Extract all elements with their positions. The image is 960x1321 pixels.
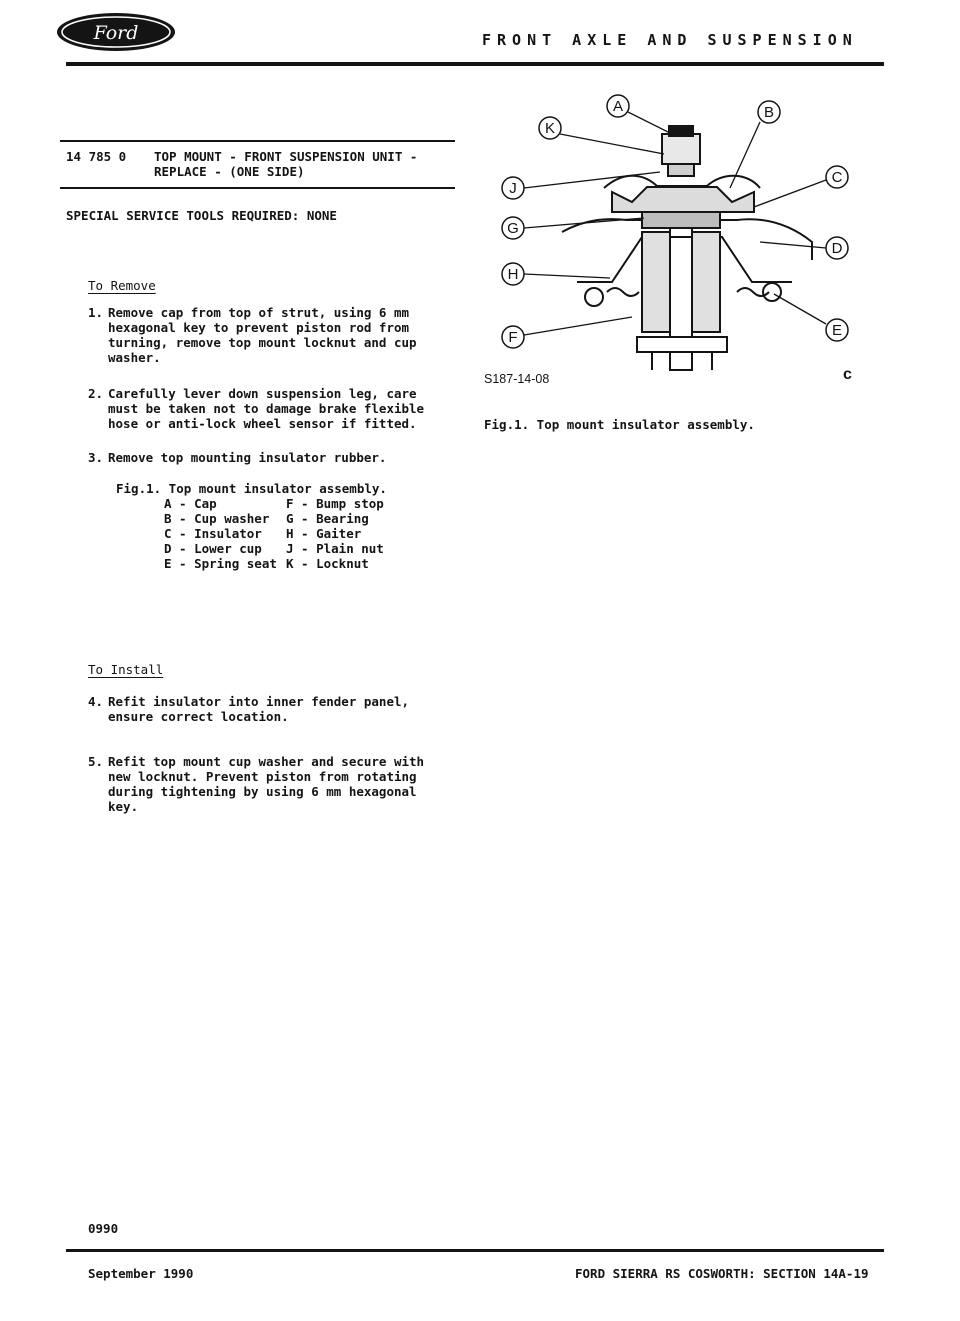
label-a: A: [612, 98, 624, 115]
legend-item: B - Cup washer: [164, 511, 270, 526]
footer-manual: FORD SIERRA RS COSWORTH: SECTION 14A-19: [575, 1266, 869, 1281]
step-number: 2.: [88, 386, 104, 401]
label-g: G: [507, 220, 519, 237]
label-j: J: [509, 180, 517, 197]
label-e: E: [831, 322, 843, 339]
label-h: H: [507, 266, 519, 283]
figure-mark: c: [843, 366, 852, 383]
remove-step-2: [88, 386, 453, 431]
legend-title: Fig.1. Top mount insulator assembly.: [116, 481, 387, 496]
legend-item: C - Insulator: [164, 526, 262, 541]
logo-text: Ford: [93, 22, 139, 44]
step-text: Remove cap from top of strut, using 6 mm hexagonal key to prevent piston rod from turning, remove top mount locknut and cup washer.: [108, 305, 417, 365]
remove-step-1: [88, 305, 453, 365]
section-rule-top: [60, 140, 455, 142]
step-number: 5.: [88, 754, 104, 769]
legend-item: G - Bearing: [286, 511, 369, 526]
step-text: Carefully lever down suspension leg, care must be taken not to damage brake flexible hose or anti-lock wheel sensor if fitted.: [108, 386, 425, 431]
legend-item: J - Plain nut: [286, 541, 384, 556]
legend-item: K - Locknut: [286, 556, 369, 571]
special-tools: SPECIAL SERVICE TOOLS REQUIRED: NONE: [66, 208, 337, 223]
label-c: C: [831, 169, 843, 186]
ford-logo: [55, 11, 177, 53]
legend-item: D - Lower cup: [164, 541, 262, 556]
page-code: 0990: [88, 1221, 119, 1236]
step-text: Refit top mount cup washer and secure with new locknut. Prevent piston from rotating during tightening by using 6 mm hexagonal key.: [108, 754, 425, 814]
legend-item: F - Bump stop: [286, 496, 384, 511]
remove-heading: To Remove: [88, 278, 156, 293]
top-mount-diagram: [492, 92, 862, 392]
label-f: F: [508, 329, 518, 346]
section-title-line1: TOP MOUNT - FRONT SUSPENSION UNIT -: [154, 149, 418, 164]
legend-item: A - Cap: [164, 496, 217, 511]
figure-reference: S187-14-08: [484, 372, 550, 386]
install-step-5: [88, 754, 453, 814]
section-title-line2: REPLACE - (ONE SIDE): [154, 164, 305, 179]
remove-step-3: [88, 450, 453, 465]
section-rule-bottom: [60, 187, 455, 189]
label-d: D: [831, 240, 843, 257]
page-header-title: FRONT AXLE AND SUSPENSION: [482, 31, 858, 49]
label-b: B: [763, 104, 775, 121]
step-text: Refit insulator into inner fender panel, ensure correct location.: [108, 694, 410, 724]
legend-item: E - Spring seat: [164, 556, 277, 571]
legend-item: H - Gaiter: [286, 526, 362, 541]
figure-legend: [116, 481, 436, 571]
install-step-4: [88, 694, 453, 724]
section-code: 14 785 0: [66, 149, 127, 164]
footer-rule: [66, 1249, 884, 1252]
step-text: Remove top mounting insulator rubber.: [108, 450, 387, 465]
header-rule: [66, 62, 884, 66]
label-k: K: [544, 120, 556, 137]
figure-caption: Fig.1. Top mount insulator assembly.: [484, 417, 755, 432]
step-number: 1.: [88, 305, 104, 320]
step-number: 3.: [88, 450, 104, 465]
step-number: 4.: [88, 694, 104, 709]
footer-date: September 1990: [88, 1266, 194, 1281]
install-heading: To Install: [88, 662, 164, 677]
